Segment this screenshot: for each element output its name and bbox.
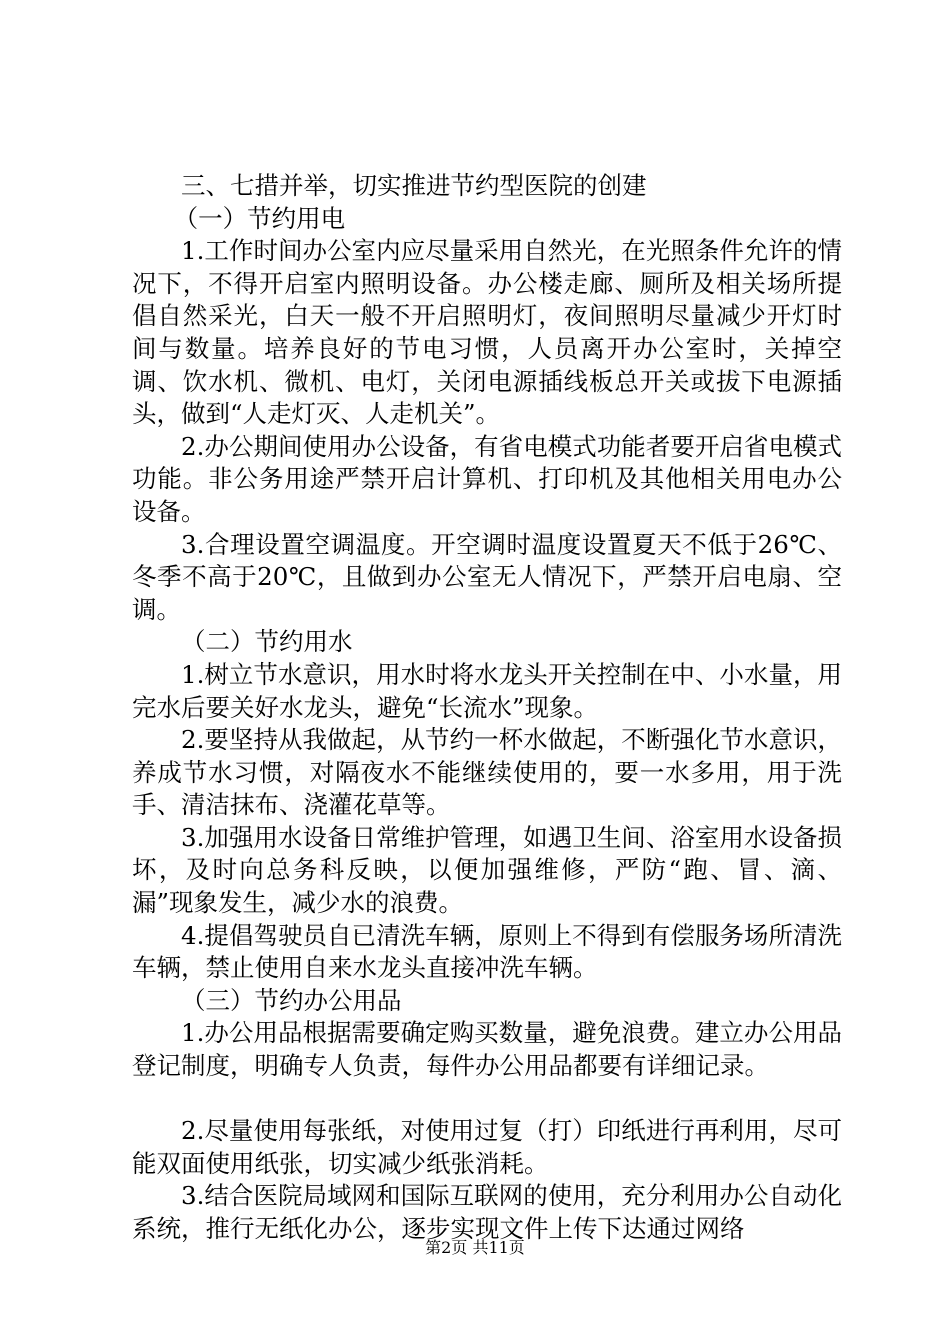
page-number-label: 第2页 共11页: [425, 1238, 525, 1257]
paragraph-water-3: 3.加强用水设备日常维护管理，如遇卫生间、浴室用水设备损坏，及时向总务科反映，以便加强维修，严防“跑、冒、滴、漏”现象发生，减少水的浪费。: [132, 822, 842, 918]
paragraph-water-4: 4.提倡驾驶员自已清洗车辆，原则上不得到有偿服务场所清洗车辆，禁止使用自来水龙头直接冲洗车辆。: [132, 920, 842, 983]
document-body: [132, 170, 842, 1246]
paragraph-water-2: 2.要坚持从我做起，从节约一杯水做起，不断强化节水意识，养成节水习惯，对隔夜水不能继续使用的，要一水多用，用于洗手、清洁抹布、浇灌花草等。: [132, 725, 842, 820]
paragraph-electricity-1: 1.工作时间办公室内应尽量采用自然光，在光照条件允许的情况下，不得开启室内照明设备。办公楼走廊、厕所及相关场所提倡自然采光，白天一般不开启照明灯，夜间照明尽量减少开灯时间与数量。培养良好的节电习惯，人员离开办公室时，关掉空调、饮水机、微机、电灯，关闭电源插线板总开关或拔下电源插头，做到“人走灯灭、人走机关”。: [132, 236, 842, 429]
paragraph-electricity-2: 2.办公期间使用办公设备，有省电模式功能者要开启省电模式功能。非公务用途严禁开启计算机、打印机及其他相关用电办公设备。: [132, 431, 842, 526]
paragraph-supplies-2: 2.尽量使用每张纸，对使用过复（打）印纸进行再利用，尽可能双面使用纸张，切实减少纸张消耗。: [132, 1116, 842, 1178]
subsection-heading-supplies: （三）节约办公用品: [181, 985, 402, 1015]
section-heading: 三、七措并举，切实推进节约型医院的创建: [181, 171, 647, 200]
subsection-heading-water: （二）节约用水: [181, 627, 353, 657]
paragraph-water-1: 1.树立节水意识，用水时将水龙头开关控制在中、小水量，用完水后要关好水龙头，避免“长流水”现象。: [132, 659, 842, 722]
page-footer: [0, 1238, 950, 1258]
subsection-heading-electricity: （一）节约用电: [173, 203, 346, 233]
paragraph-electricity-3: 3.合理设置空调温度。开空调时温度设置夏天不低于26℃、冬季不高于20℃，且做到办公室无人情况下，严禁开启电扇、空调。: [132, 529, 842, 624]
paragraph-supplies-1: 1.办公用品根据需要确定购买数量，避免浪费。建立办公用品登记制度，明确专人负责，每件办公用品都要有详细记录。: [132, 1018, 842, 1081]
paragraph-supplies-3: 3.结合医院局域网和国际互联网的使用，充分利用办公自动化系统，推行无纸化办公，逐步实现文件上传下达通过网络: [132, 1181, 842, 1243]
